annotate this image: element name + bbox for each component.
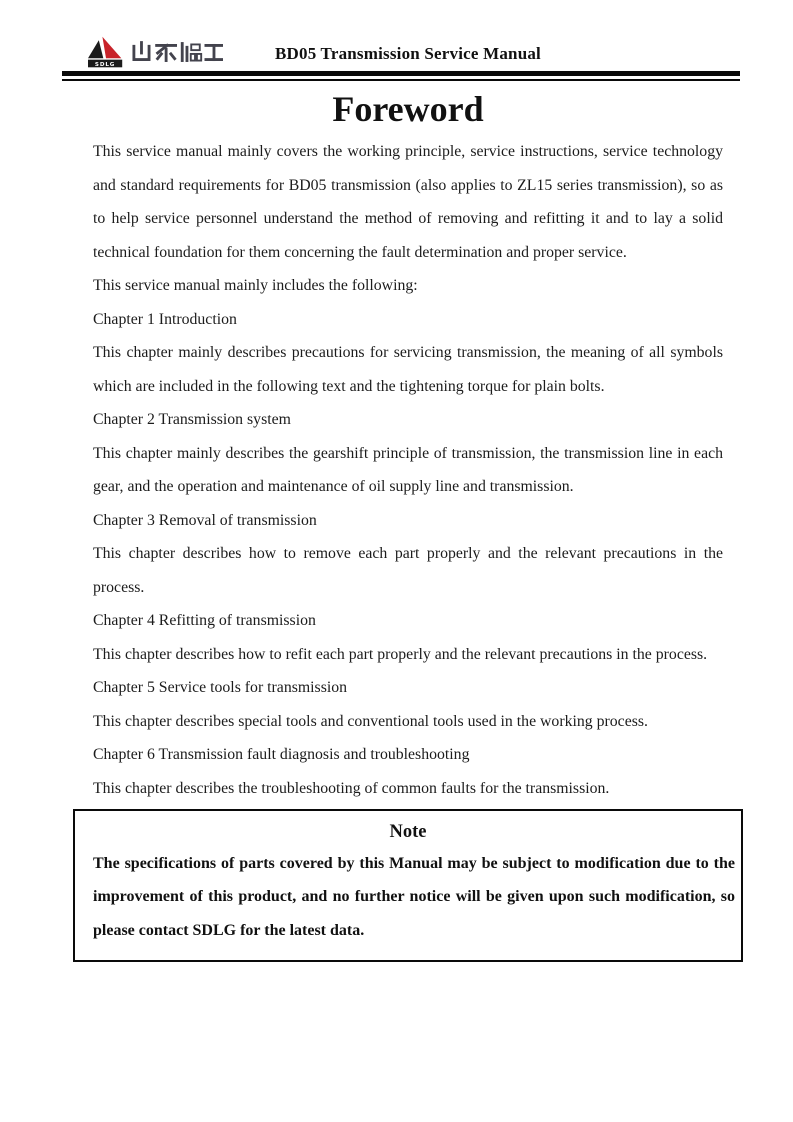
paragraph: This chapter describes the troubleshooting of common faults for the transmission. (93, 779, 610, 797)
manual-title: BD05 Transmission Service Manual (275, 44, 541, 63)
chapter-heading: Chapter 1 Introduction (93, 310, 237, 328)
chapter-heading: Chapter 4 Refitting of transmission (93, 612, 316, 629)
chapter-heading: Chapter 2 Transmission system (93, 411, 291, 428)
chapter-heading: Chapter 3 Removal of transmission (93, 511, 317, 529)
header-rule (62, 71, 740, 81)
note-body: The specifications of parts covered by this Manual may be subject to modification due to the improvement of this product, and no further notice will be given upon such modification, so please contact SDLG for the latest data. (93, 855, 735, 939)
paragraph: This chapter mainly describes precautions for servicing transmission, the meaning of all symbols which are included in the following text and the tightening torque for plain bolts. (93, 344, 723, 395)
note-title: Note (389, 822, 427, 842)
paragraph: This service manual mainly includes the following: (93, 277, 418, 294)
content (93, 135, 723, 805)
chapter-heading: Chapter 5 Service tools for transmission (93, 679, 348, 696)
paragraph: This chapter describes how to remove each part properly and the relevant precautions in the process. (93, 545, 723, 596)
paragraph: This chapter mainly describes the gearshift principle of transmission, the transmission line in each gear, and the operation and maintenance of oil supply line and transmission. (93, 444, 723, 495)
paragraph: This chapter describes special tools and conventional tools used in the working process. (93, 712, 648, 730)
page-title: Foreword (332, 89, 484, 129)
page-header (0, 0, 793, 71)
chapter-heading: Chapter 6 Transmission fault diagnosis and troubleshooting (93, 746, 470, 763)
paragraph: This service manual mainly covers the working principle, service instructions, service technology and standard requirements for BD05 transmission (also applies to ZL15 series transmission), so as to help service personnel understand the method of removing and refitting it and to lay a solid technical foundation for them concerning the fault determination and proper service. (93, 143, 723, 261)
svg-text:SDLG: SDLG (94, 61, 116, 68)
paragraph: This chapter describes how to refit each part properly and the relevant precautions in the process. (93, 645, 708, 663)
note-box (73, 809, 743, 962)
